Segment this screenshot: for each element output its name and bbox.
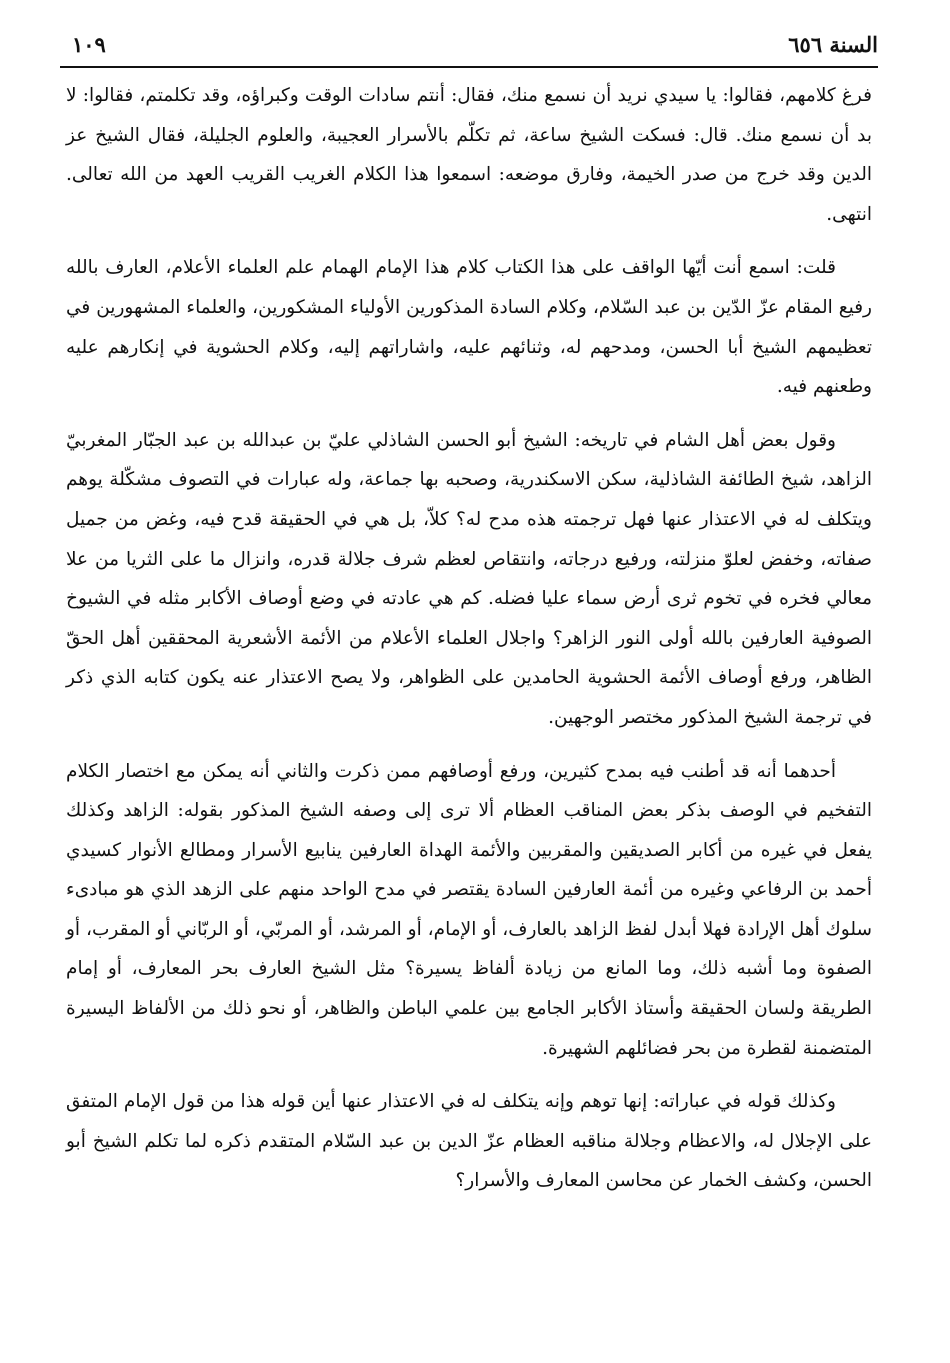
- paragraph: وقول بعض أهل الشام في تاريخه: الشيخ أبو الحسن الشاذلي عليّ بن عبدالله بن عبد الجبّار المغربيّ الزاهد، شيخ الطائفة الشاذلية، سكن الاسكندرية، وصحبه بها جماعة، وله عبارات في التصوف مشكّلة يوهم ويتكلف له في الاعتذار عنها فهل ترجمته هذه مدح له؟ كلاّ، بل هي في الحقيقة قدح فيه، وغض من جميل صفاته، وخفض لعلوّ منزلته، ورفيع درجاته، وانتقاص لعظم شرف جلالة قدره، وانزال ما على الثريا من علا معالي فخره في تخوم ثرى أرض سماء عليا فضله. كم هي عادته في وضع أوصاف الأكابر مثله في الشيوخ الصوفية العارفين بالله أولى النور الزاهر؟ واجلال العلماء الأعلام من الأئمة الأشعرية المحققين أهل الحقّ الظاهر، ورفع أوصاف الأئمة الحشوية الحامدين على الظواهر، ولا يصح الاعتذار عنه يكون كتابه الذي ذكر في ترجمة الشيخ المذكور مختصر الوجهين.: [66, 429, 872, 728]
- running-title: السنة ٦٥٦: [788, 32, 878, 57]
- page-number: ١٠٩: [72, 32, 106, 57]
- page-header: [60, 24, 878, 64]
- body-text: [66, 76, 872, 1215]
- header-divider: [60, 66, 878, 68]
- paragraph: فرغ كلامهم، فقالوا: يا سيدي نريد أن نسمع منك، فقال: أنتم سادات الوقت وكبراؤه، وقد تكلمتم، فقالوا: لا بد أن نسمع منك. قال: فسكت الشيخ ساعة، ثم تكلّم بالأسرار العجيبة، والعلوم الجليلة، فقال الشيخ عز الدين وقد خرج من صدر الخيمة، وفارق موضعه: اسمعوا هذا الكلام الغريب القريب العهد من الله تعالى. انتهى.: [66, 85, 872, 225]
- paragraph: أحدهما أنه قد أطنب فيه بمدح كثيرين، ورفع أوصافهم ممن ذكرت والثاني أنه يمكن مع اختصار الكلام التفخيم في الوصف بذكر بعض المناقب العظام ألا ترى إلى وصفه الشيخ المذكور بقوله: الزاهد وكذلك يفعل في غيره من أكابر الصديقين والمقربين والأئمة الهداة العارفين ينابيع الأسرار ومطالع الأنوار كسيدي أحمد بن الرفاعي وغيره من أئمة العارفين السادة يقتصر في مدح الواحد منهم على الزهد الذي هو مبادىء سلوك أهل الإرادة فهلا أبدل لفظ الزاهد بالعارف، أو الإمام، أو المرشد، أو المربّي، أو الربّاني أو المقرب، أو الصفوة وما أشبه ذلك، وما المانع من زيادة ألفاظ يسيرة؟ مثل الشيخ العارف بحر المعارف، أو إمام الطريقة ولسان الحقيقة وأستاذ الأكابر الجامع بين علمي الباطن والظاهر، أو نحو ذلك من الألفاظ اليسيرة المتضمنة لقطرة من بحر فضائلهم الشهيرة.: [66, 760, 872, 1059]
- paragraph: وكذلك قوله في عباراته: إنها توهم وإنه يتكلف له في الاعتذار عنها أين قوله هذا من قول الإمام المتفق على الإجلال له، والاعظام وجلالة مناقبه العظام عزّ الدين بن عبد السّلام المتقدم ذكره لما تكلم الشيخ أبو الحسن، وكشف الخمار عن محاسن المعارف والأسرار؟: [66, 1091, 872, 1192]
- paragraph: قلت: اسمع أنت أيّها الواقف على هذا الكتاب كلام هذا الإمام الهمام علم العلماء الأعلام، العارف بالله رفيع المقام عزّ الدّين بن عبد السّلام، وكلام السادة المذكورين الأولياء المشكورين، والعلماء المشهورين في تعظيمهم الشيخ أبا الحسن، ومدحهم له، وثنائهم عليه، واشاراتهم إليه، وكلام الحشوية في إنكارهم عليه وطعنهم فيه.: [66, 257, 872, 398]
